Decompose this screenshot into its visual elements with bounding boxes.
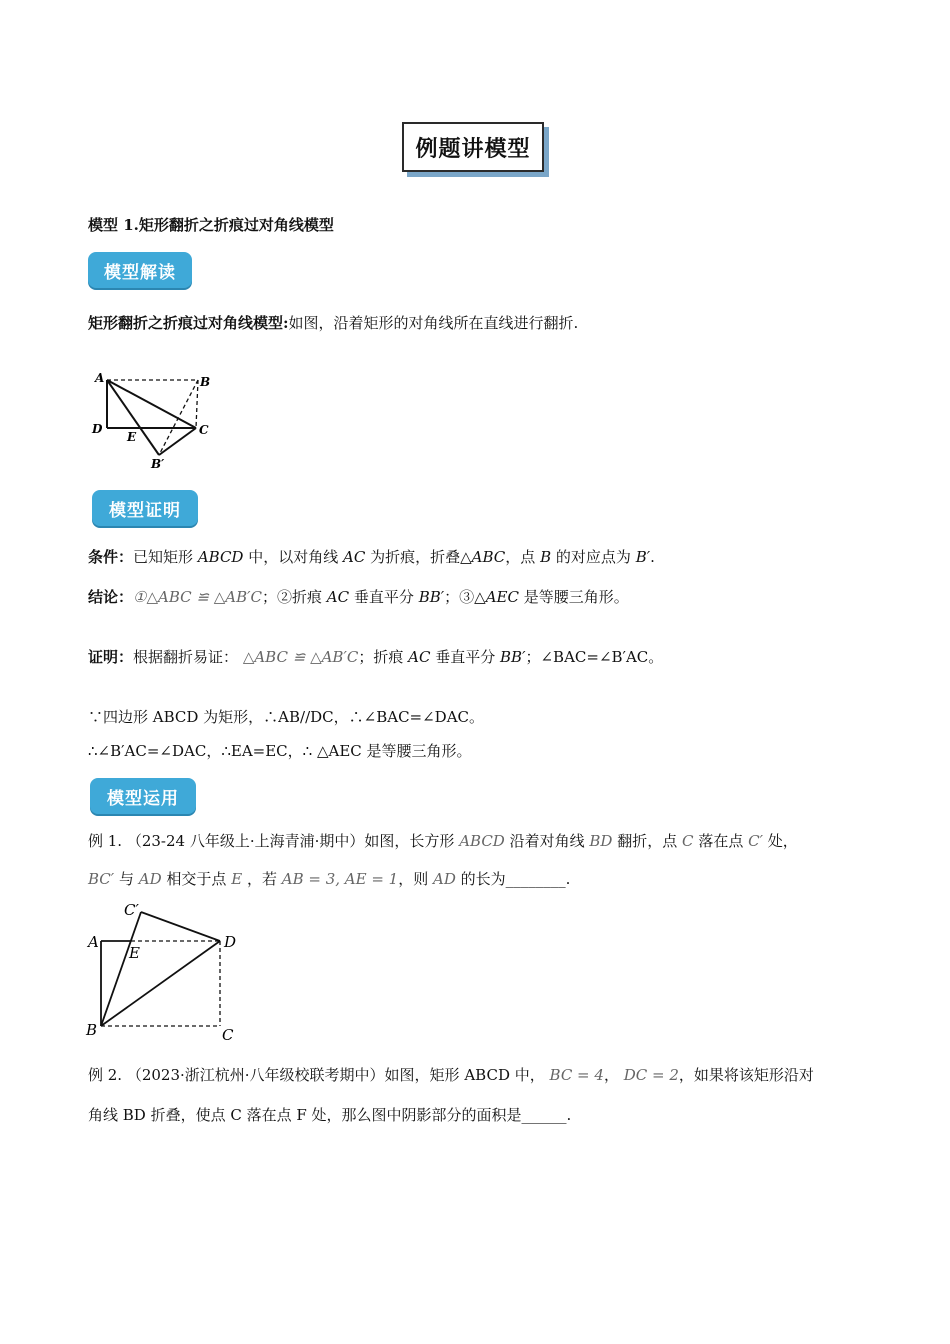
edge-C-prime-D [141, 912, 220, 941]
dashed-BB-prime [159, 380, 198, 455]
proof-label: 证明： [88, 648, 134, 666]
figure-rect-fold-2 [84, 898, 244, 1046]
conclusion-label: 结论： [88, 588, 134, 606]
condition-line: 条件：已知矩形 ABCD 中，以对角线 AC 为折痕，折叠△ABC，点 B 的对应点为 B′. [88, 548, 655, 566]
fig1-label-D: D [92, 422, 103, 436]
dashed-edge-BC [196, 380, 198, 428]
fig2-label-D: D [224, 933, 237, 951]
fig1-label-B-prime: B′ [151, 457, 165, 471]
fig2-label-C-prime: C′ [124, 901, 139, 919]
figure-rect-fold-1 [86, 360, 222, 475]
since-line: ∵四边形 ABCD 为矩形，∴AB//DC，∴∠BAC=∠DAC。 [88, 708, 485, 726]
model-desc-text: 如图，沿着矩形的对角线所在直线进行翻折. [288, 314, 579, 332]
page-title: 例题讲模型 [402, 122, 544, 172]
example-1-line-1: 例 1. （23-24 八年级上·上海青浦·期中）如图，长方形 ABCD 沿着对角线 BD 翻折，点 C 落在点 C′ 处， [88, 832, 798, 850]
model-description [88, 312, 578, 334]
fig2-label-C: C [222, 1026, 234, 1044]
model-interpret-tag: 模型解读 [88, 252, 192, 288]
fig1-label-B: B [200, 375, 211, 389]
conclusion-line: 结论：①△ABC ≌ △AB′C；②折痕 AC 垂直平分 BB′；③△AEC 是等腰三角形。 [88, 588, 629, 606]
fig2-label-A: A [88, 933, 99, 951]
fig1-label-A: A [95, 371, 105, 385]
model-desc-label: 矩形翻折之折痕过对角线模型: [88, 314, 289, 332]
model-proof-tag: 模型证明 [92, 490, 198, 526]
model-apply-tag: 模型运用 [90, 778, 196, 814]
proof-line: 证明：根据翻折易证： △ABC ≌ △AB′C；折痕 AC 垂直平分 BB′；∠BAC=∠B′AC。 [88, 648, 664, 666]
example-2-line-1: 例 2. （2023·浙江杭州·八年级校联考期中）如图，矩形 ABCD 中， BC = 4， DC = 2，如果将该矩形沿对 [88, 1066, 814, 1084]
diagonal-AC [107, 380, 196, 428]
example-1-line-2: BC′ 与 AD 相交于点 E ，若 AB = 3, AE = 1，则 AD 的长为________. [88, 870, 571, 888]
section-heading: 模型 1.矩形翻折之折痕过对角线模型 [88, 216, 334, 234]
fig2-label-E: E [129, 944, 140, 962]
fig1-label-C: C [199, 423, 209, 437]
fig2-label-B: B [86, 1021, 98, 1039]
example-2-line-2: 角线 BD 折叠，使点 C 落在点 F 处，那么图中阴影部分的面积是______. [88, 1106, 572, 1124]
condition-label: 条件： [88, 548, 134, 566]
edge-B-prime-C [159, 428, 196, 455]
fig1-label-E: E [127, 430, 137, 444]
diagonal-BD [101, 941, 220, 1026]
therefore-line: ∴∠B′AC=∠DAC，∴EA=EC，∴ △AEC 是等腰三角形。 [88, 742, 472, 760]
edge-BC-prime [101, 912, 141, 1026]
